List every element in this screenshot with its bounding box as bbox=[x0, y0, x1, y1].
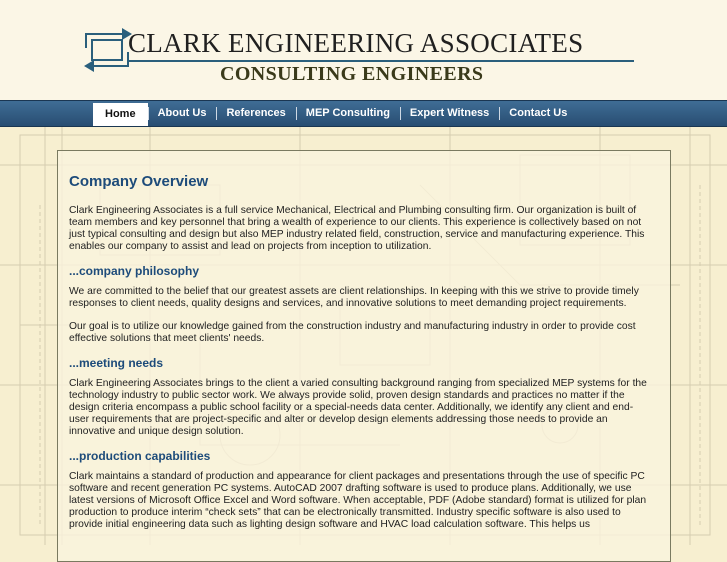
nav-contact-us[interactable]: Contact Us bbox=[499, 101, 577, 126]
meeting-needs-paragraph: Clark Engineering Associates brings to the client a varied consulting background ranging from specialized MEP systems for the technology industry to public sector work. We always provide solid, proven design standards and practices no matter if the design criteria encompass a public school facility or a special-needs data center. Additionally, we identify any client and end-user requirements that are project-specific and alter or develop design elements addressing those needs to provide an innovative and unique design solution. bbox=[69, 378, 647, 437]
nav-expert-witness[interactable]: Expert Witness bbox=[400, 101, 499, 126]
main-content bbox=[69, 173, 653, 542]
intro-paragraph: Clark Engineering Associates is a full service Mechanical, Electrical and Plumbing consulting firm. Our organization is built of team members and key personnel that bring a wealth of experience to our clients. This experience is collectively based on not just typical consulting and design but also MEP industry related field, construction, service and manufacturing experience. This enables our company to assist and lead on projects from inception to utilization. bbox=[69, 205, 645, 252]
section-heading-meeting-needs: ...meeting needs bbox=[69, 356, 164, 370]
main-navigation bbox=[93, 101, 577, 126]
section-heading-production-capabilities: ...production capabilities bbox=[69, 449, 211, 463]
production-paragraph: Clark maintains a standard of production and appearance for client packages and presentations through the use of specific PC software and recent generation PC systems. AutoCAD 2007 drafting software is used to produce plans. Additionally, we use latest versions of Microsoft Office Excel and Word software. When acceptable, PDF (Adobe standard) format is utilized for plan production to produce interim “check sets” that can be electronically transmitted. Industry specific software is also used to provide initial engineering data such as lighting design software and HVAC load calculation software. This helps us bbox=[69, 471, 647, 530]
philosophy-paragraph-2: Our goal is to utilize our knowledge gained from the construction industry and manufacturing industry in order to provide cost effective solutions that meet clients' needs. bbox=[69, 321, 636, 344]
nav-about-us[interactable]: About Us bbox=[148, 101, 217, 126]
philosophy-paragraph-1: We are committed to the belief that our greatest assets are client relationships. In keeping with this we strive to provide timely responses to client needs, quality designs and services, and innovative solutions to meet demanding project requirements. bbox=[69, 286, 639, 309]
company-name: CLARK ENGINEERING ASSOCIATES bbox=[128, 28, 584, 58]
main-navigation-bar bbox=[0, 100, 727, 127]
company-tagline: CONSULTING ENGINEERS bbox=[220, 63, 484, 85]
nav-mep-consulting[interactable]: MEP Consulting bbox=[296, 101, 400, 126]
section-heading-company-philosophy: ...company philosophy bbox=[69, 264, 200, 278]
page-title: Company Overview bbox=[69, 173, 209, 190]
nav-references[interactable]: References bbox=[216, 101, 295, 126]
header-divider bbox=[128, 60, 634, 62]
main-content-panel bbox=[57, 150, 671, 562]
nav-home[interactable]: Home bbox=[93, 103, 148, 126]
site-header bbox=[0, 0, 727, 100]
